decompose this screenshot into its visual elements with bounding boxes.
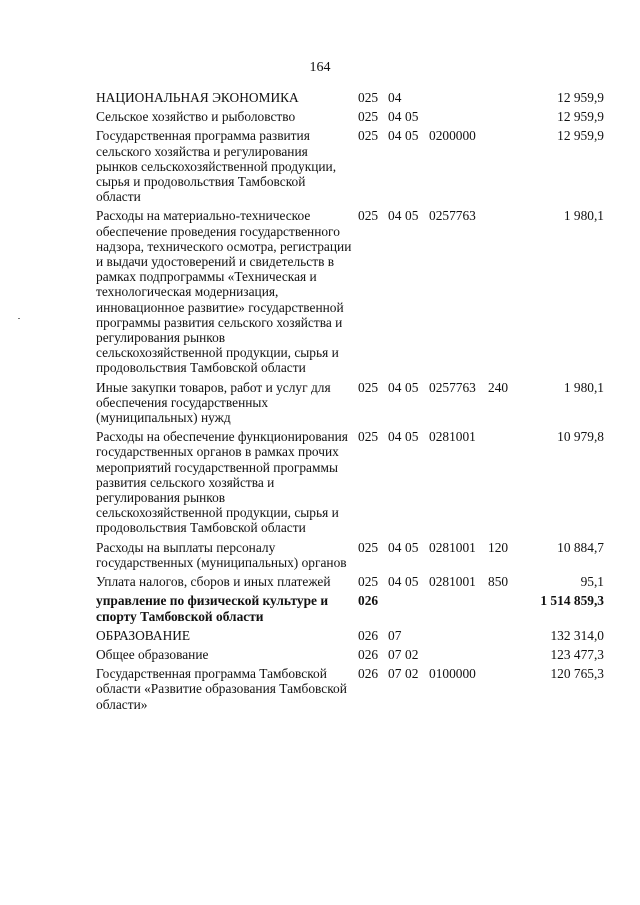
subsection-code bbox=[405, 593, 429, 627]
expense-type-code: 120 bbox=[488, 539, 509, 555]
table-row bbox=[96, 666, 604, 716]
amount: 120 765,3 bbox=[550, 666, 604, 682]
amount: 123 477,3 bbox=[550, 646, 604, 662]
ved-code: 025 bbox=[358, 208, 379, 224]
expense-type-code bbox=[488, 647, 524, 666]
item-name: Государственная программа Тамбовской области «Развитие образования Тамбовской области» bbox=[96, 666, 347, 712]
section-code: 04 bbox=[388, 128, 402, 144]
ved-code: 026 bbox=[358, 646, 379, 662]
expense-type-code: 240 bbox=[488, 379, 509, 395]
expense-type-code bbox=[488, 208, 524, 379]
expense-type-code bbox=[488, 109, 524, 128]
table-row bbox=[96, 628, 604, 647]
budget-table bbox=[96, 90, 604, 716]
section-code: 04 bbox=[388, 574, 402, 590]
table-row bbox=[96, 109, 604, 128]
item-name: НАЦИОНАЛЬНАЯ ЭКОНОМИКА bbox=[96, 90, 299, 105]
section-code: 07 bbox=[388, 627, 402, 643]
amount: 12 959,9 bbox=[557, 109, 604, 125]
target-item-code: 0281001 bbox=[429, 539, 476, 555]
section-code: 07 bbox=[388, 666, 402, 682]
target-item-code bbox=[429, 647, 488, 666]
table-row bbox=[96, 540, 604, 574]
ved-code: 025 bbox=[358, 109, 379, 125]
section-code: 04 bbox=[388, 90, 402, 105]
table-body bbox=[96, 90, 604, 716]
target-item-code bbox=[429, 90, 488, 109]
amount: 1 514 859,3 bbox=[540, 593, 604, 609]
ved-code: 026 bbox=[358, 666, 379, 682]
subsection-code: 02 bbox=[405, 666, 419, 682]
target-item-code: 0257763 bbox=[429, 379, 476, 395]
ved-code: 026 bbox=[358, 593, 379, 609]
ved-code: 025 bbox=[358, 574, 379, 590]
item-name: Расходы на обеспечение функционирования государственных органов в рамках прочих мероприятий государственной программы развития сельского хозяйства и регулирования рынков сельскохозяйственной продукции, сырья и продовольствия Тамбовской области bbox=[96, 429, 348, 536]
target-item-code: 0257763 bbox=[429, 208, 476, 224]
target-item-code: 0281001 bbox=[429, 429, 476, 445]
item-name: Иные закупки товаров, работ и услуг для обеспечения государственных (муниципальных) нужд bbox=[96, 379, 331, 426]
ved-code: 025 bbox=[358, 539, 379, 555]
item-name: Расходы на материально-техническое обеспечение проведения государственного надзора, технического осмотра, регистрации и выдачи удостоверений и свидетельств в рамках подпрограммы «Техническая и технологическая модернизация, инновационное развитие» государственной программы развития сельского хозяйства и регулирования рынков сельскохозяйственной продукции, сырья и продовольствия Тамбовской области bbox=[96, 208, 352, 376]
item-name: Общее образование bbox=[96, 646, 209, 662]
subsection-code: 05 bbox=[405, 109, 419, 125]
section-code: 04 bbox=[388, 539, 402, 555]
expense-type-code bbox=[488, 628, 524, 647]
amount: 132 314,0 bbox=[550, 627, 604, 643]
item-name: Расходы на выплаты персоналу государственных (муниципальных) органов bbox=[96, 539, 347, 570]
ved-code: 025 bbox=[358, 429, 379, 445]
item-name: Сельское хозяйство и рыболовство bbox=[96, 109, 296, 125]
ved-code: 025 bbox=[358, 128, 379, 144]
target-item-code: 0281001 bbox=[429, 574, 476, 590]
ved-code: 026 bbox=[358, 627, 379, 643]
subsection-code: 05 bbox=[405, 128, 419, 144]
item-name: Государственная программа развития сельского хозяйства и регулирования рынков сельскохозяйственной продукции, сырья и продовольствия Тамбовской области bbox=[96, 128, 337, 205]
item-name: Уплата налогов, сборов и иных платежей bbox=[96, 574, 331, 590]
subsection-code: 05 bbox=[405, 379, 419, 395]
subsection-code: 05 bbox=[405, 429, 419, 445]
ved-code: 025 bbox=[358, 90, 379, 105]
table-row bbox=[96, 593, 604, 627]
subsection-code: 05 bbox=[405, 574, 419, 590]
item-name: управление по физической культуре и спорту Тамбовской области bbox=[96, 593, 329, 624]
section-code: 04 bbox=[388, 429, 402, 445]
table-row bbox=[96, 208, 604, 379]
scan-mark bbox=[18, 318, 20, 319]
section-code: 04 bbox=[388, 208, 402, 224]
amount: 95,1 bbox=[580, 574, 604, 590]
amount: 10 884,7 bbox=[557, 539, 604, 555]
table-row bbox=[96, 90, 604, 109]
target-item-code bbox=[429, 628, 488, 647]
table-row bbox=[96, 128, 604, 208]
table-row bbox=[96, 574, 604, 593]
subsection-code: 02 bbox=[405, 646, 419, 662]
section-code: 04 bbox=[388, 109, 402, 125]
ved-code: 025 bbox=[358, 379, 379, 395]
expense-type-code bbox=[488, 666, 524, 716]
subsection-code: 05 bbox=[405, 539, 419, 555]
expense-type-code bbox=[488, 593, 524, 627]
item-name: ОБРАЗОВАНИЕ bbox=[96, 627, 191, 643]
target-item-code: 0200000 bbox=[429, 128, 476, 144]
amount: 1 980,1 bbox=[563, 208, 604, 224]
table-row bbox=[96, 647, 604, 666]
target-item-code bbox=[429, 109, 488, 128]
subsection-code bbox=[405, 90, 429, 109]
amount: 12 959,9 bbox=[557, 128, 604, 144]
table-row bbox=[96, 429, 604, 539]
section-code bbox=[388, 593, 405, 627]
subsection-code: 05 bbox=[405, 208, 419, 224]
amount: 12 959,9 bbox=[557, 90, 604, 105]
page-number: 164 bbox=[309, 60, 331, 75]
expense-type-code: 850 bbox=[488, 574, 509, 590]
expense-type-code bbox=[488, 128, 524, 208]
amount: 10 979,8 bbox=[557, 429, 604, 445]
amount: 1 980,1 bbox=[563, 379, 604, 395]
expense-type-code bbox=[488, 429, 524, 539]
subsection-code bbox=[405, 628, 429, 647]
section-code: 07 bbox=[388, 646, 402, 662]
target-item-code: 0100000 bbox=[429, 666, 476, 682]
expense-type-code bbox=[488, 90, 524, 109]
section-code: 04 bbox=[388, 379, 402, 395]
target-item-code bbox=[429, 593, 488, 627]
table-row bbox=[96, 380, 604, 430]
